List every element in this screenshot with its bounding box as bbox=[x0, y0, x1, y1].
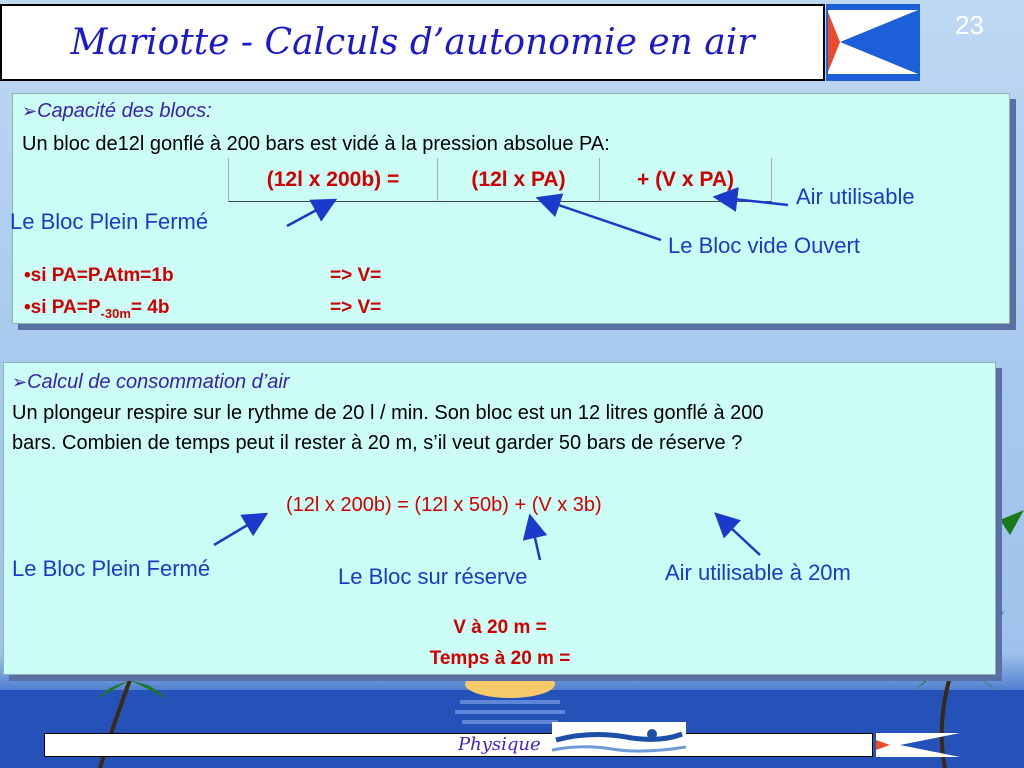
arrow-to-full-1 bbox=[287, 200, 335, 226]
label-bloc-vide-ouvert: Le Bloc vide Ouvert bbox=[668, 233, 860, 258]
result-temps-20m: Temps à 20 m = bbox=[429, 648, 571, 669]
formula-cell-usable: + (V x PA) bbox=[600, 158, 772, 202]
arrow-bullet-icon: ➢ bbox=[12, 372, 28, 392]
bullet-pa-30m: •si $PA=P_{-30m}= 4b$ bbox=[24, 297, 170, 321]
result-volume-20m: V à 20 m = bbox=[453, 617, 547, 638]
bullet-pa-atm: •si PA=P.Atm=1b bbox=[24, 265, 174, 286]
arrow-to-usable-20m bbox=[716, 514, 760, 555]
label-air-utilisable: Air utilisable bbox=[796, 184, 915, 209]
section1-line: Un bloc de12l gonflé à 200 bars est vidé à la pression absolue PA: bbox=[22, 133, 610, 155]
bullet-pa-atm-result: => V= bbox=[330, 265, 382, 286]
slide-title: Mariotte - Calculs d’autonomie en air bbox=[70, 22, 755, 63]
footer-label: Physique bbox=[458, 734, 541, 755]
arrow-to-reserve bbox=[530, 516, 540, 560]
section2-heading: ➢Calcul de consommation d’air bbox=[12, 371, 290, 393]
formula-cell-full: (12l x 200b) = bbox=[228, 158, 438, 202]
arrow-to-full-2 bbox=[214, 514, 266, 545]
formula-cell-empty: (12l x PA) bbox=[438, 158, 600, 202]
section1-heading: ➢Capacité des blocs: bbox=[22, 100, 212, 122]
section2-line2: bars. Combien de temps peut il rester à 20 m, s’il veut garder 50 bars de réserve ? bbox=[12, 432, 743, 454]
arrow-to-usable bbox=[715, 197, 788, 205]
label-bloc-sur-reserve: Le Bloc sur réserve bbox=[338, 564, 528, 589]
arrow-bullet-icon: ➢ bbox=[22, 101, 38, 121]
bullet-pa-30m-result: => V= bbox=[330, 297, 382, 318]
label-air-utilisable-20m: Air utilisable à 20m bbox=[665, 560, 851, 585]
section2-line1: Un plongeur respire sur le rythme de 20 l / min. Son bloc est un 12 litres gonflé à 200 bbox=[12, 402, 764, 424]
label-bloc-plein-ferme-1: Le Bloc Plein Fermé bbox=[10, 209, 209, 234]
arrow-to-empty bbox=[538, 198, 661, 240]
label-bloc-plein-ferme-2: Le Bloc Plein Fermé bbox=[12, 556, 211, 581]
diver-logo-icon bbox=[552, 722, 686, 754]
section2-formula: (12l x 200b) = (12l x 50b) + (V x 3b) bbox=[286, 494, 602, 516]
slide-number: 23 bbox=[955, 10, 984, 40]
